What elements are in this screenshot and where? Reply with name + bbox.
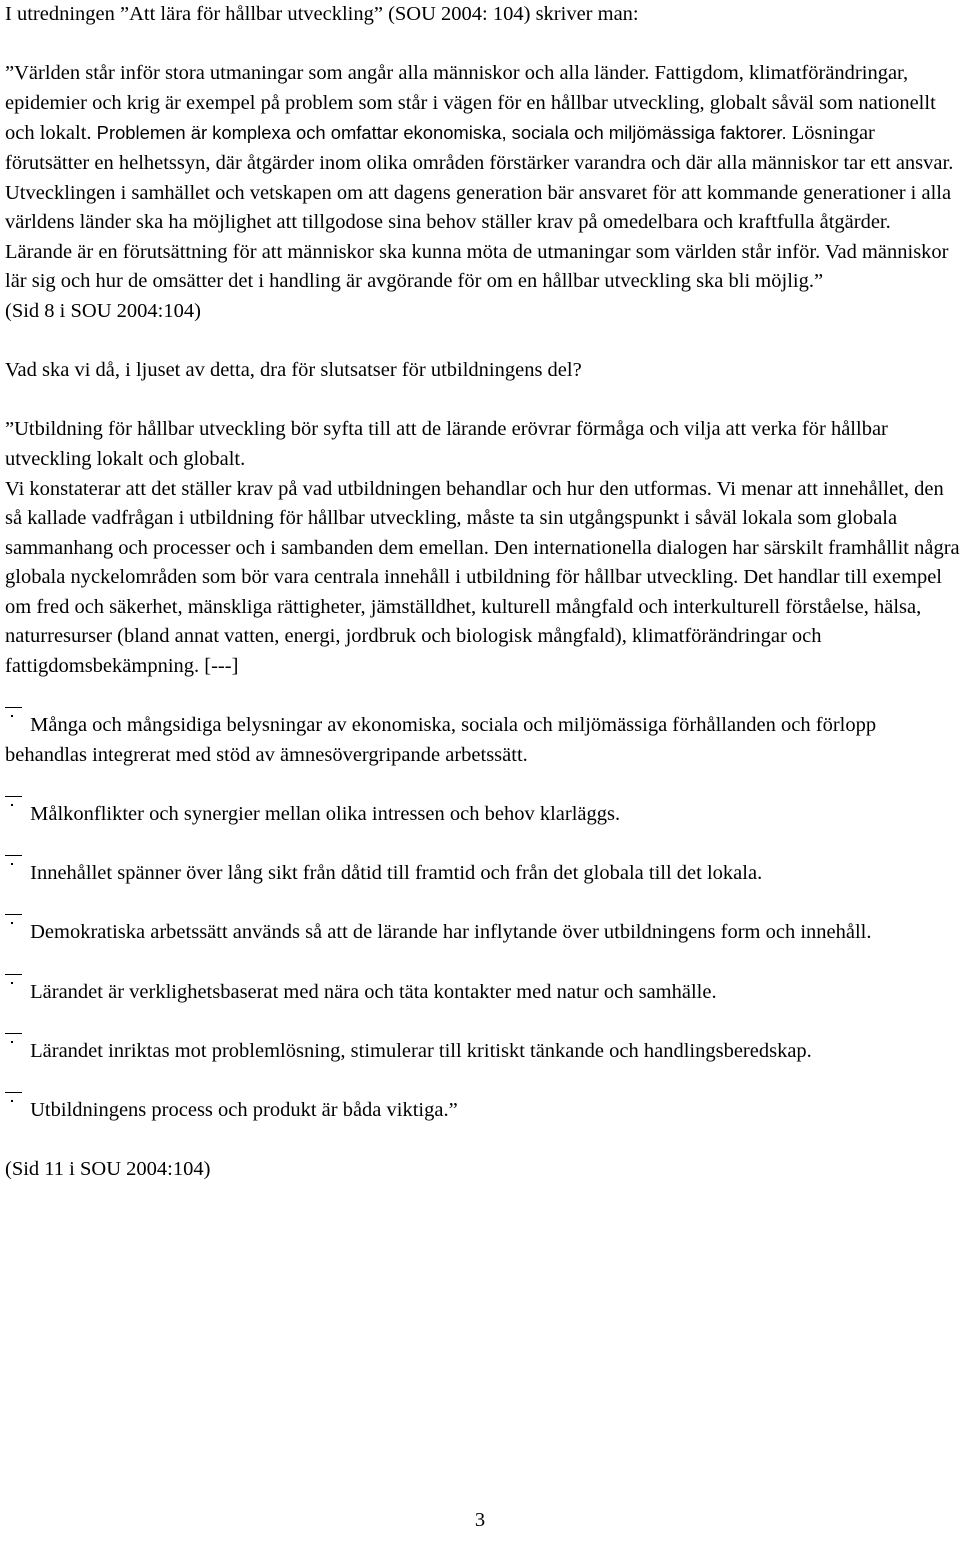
bullet-item xyxy=(5,711,960,770)
dash-bullet-icon xyxy=(5,859,25,879)
bullet-text: Innehållet spänner över lång sikt från dåtid till framtid och från det globala till det lokala. xyxy=(30,862,763,885)
spacer xyxy=(5,386,960,416)
bullet-text: Lärandet är verklighetsbaserat med nära och täta kontakter med natur och samhälle. xyxy=(30,980,717,1003)
quote-text: Lösningar förutsätter en helhetssyn, där åtgärder inom olika områden förstärker varandra och där alla människor tar ett ansvar. xyxy=(5,122,954,174)
dash-bullet-icon xyxy=(5,800,25,820)
spacer xyxy=(5,1066,960,1096)
dash-bullet-icon xyxy=(5,978,25,998)
dash-bullet-icon xyxy=(5,1037,25,1057)
quote-paragraph xyxy=(5,59,960,297)
document-page xyxy=(5,0,960,1185)
bullet-item xyxy=(5,859,960,889)
spacer xyxy=(5,1007,960,1037)
quote-text: ”Världen står inför stora utmaningar som angår alla människor och alla länder. Fattigdom, klimatförändringar, epidemier och krig är exempel på problem som står i vägen för en hållbar utveckling, globalt såväl som nationellt och lokalt. xyxy=(5,62,936,145)
dash-bullet-icon xyxy=(5,1096,25,1116)
spacer xyxy=(5,30,960,60)
spacer xyxy=(5,682,960,712)
quote-opening: ”Utbildning för hållbar utveckling bör syfta till att de lärande erövrar förmåga och vilja att verka för hållbar utveckling lokalt och globalt. xyxy=(5,418,888,470)
spacer xyxy=(5,889,960,919)
bullet-item xyxy=(5,1037,960,1067)
citation: (Sid 8 i SOU 2004:104) xyxy=(5,299,201,322)
bullet-item xyxy=(5,978,960,1008)
question-paragraph: Vad ska vi då, i ljuset av detta, dra för slutsatser för utbildningens del? xyxy=(5,359,582,382)
citation: (Sid 11 i SOU 2004:104) xyxy=(5,1158,211,1181)
quote-body: Vi konstaterar att det ställer krav på vad utbildningen behandlar och hur den utformas. Vi menar att innehållet, den så kallade vadfrågan i utbildning för hållbar utveckling, måste ta sin utgångspunkt i såväl lokala som globala sammanhang och processer och i sambanden dem emellan. Den internationella dialogen har särskilt framhållit några globala nyckelområden som bör vara centrala innehåll i utbildning för hållbar utveckling. Det handlar till exempel om fred och säkerhet, mänskliga rättigheter, jämställdhet, kulturell mångfald och interkulturell förståelse, hälsa, naturresurser (bland annat vatten, energi, jordbruk och biologisk mångfald), klimatförändringar och fattigdomsbekämpning. [---] xyxy=(5,477,960,678)
bullet-item xyxy=(5,918,960,948)
dash-bullet-icon xyxy=(5,918,25,938)
quote-text-sans: Problemen är komplexa och omfattar ekonomiska, sociala och miljömässiga faktorer. xyxy=(96,122,787,144)
page-number: 3 xyxy=(474,1509,486,1531)
quote-text: Utvecklingen i samhället och vetskapen om att dagens generation bär ansvaret för att kommande generationer i alla världens länder ska ha möjlighet att tillgodose sina behov ställer krav på omedelbara och kraftfulla åtgärder. Lärande är en förutsättning för att människor ska kunna möta de utmaningar som världen står inför. Vad människor lär sig och hur de omsätter det i handling är avgörande för om en hållbar utveckling ska bli möjlig.” xyxy=(5,181,952,293)
intro-paragraph: I utredningen ”Att lära för hållbar utveckling” (SOU 2004: 104) skriver man: xyxy=(5,3,639,25)
bullet-text: Lärandet inriktas mot problemlösning, stimulerar till kritiskt tänkande och handlingsberedskap. xyxy=(30,1039,812,1062)
spacer xyxy=(5,327,960,357)
bullet-item xyxy=(5,1096,960,1126)
bullet-item xyxy=(5,800,960,830)
spacer xyxy=(5,830,960,860)
bullet-text: Utbildningens process och produkt är båda viktiga.” xyxy=(30,1098,458,1121)
dash-bullet-icon xyxy=(5,711,25,731)
spacer xyxy=(5,1126,960,1156)
bullet-text: Många och mångsidiga belysningar av ekonomiska, sociala och miljömässiga förhållanden och förlopp behandlas integrerat med stöd av ämnesövergripande arbetssätt. xyxy=(5,714,877,766)
spacer xyxy=(5,948,960,978)
bullet-text: Demokratiska arbetssätt används så att de lärande har inflytande över utbildningens form och innehåll. xyxy=(30,921,872,944)
spacer xyxy=(5,770,960,800)
bullet-text: Målkonflikter och synergier mellan olika intressen och behov klarläggs. xyxy=(30,803,621,826)
